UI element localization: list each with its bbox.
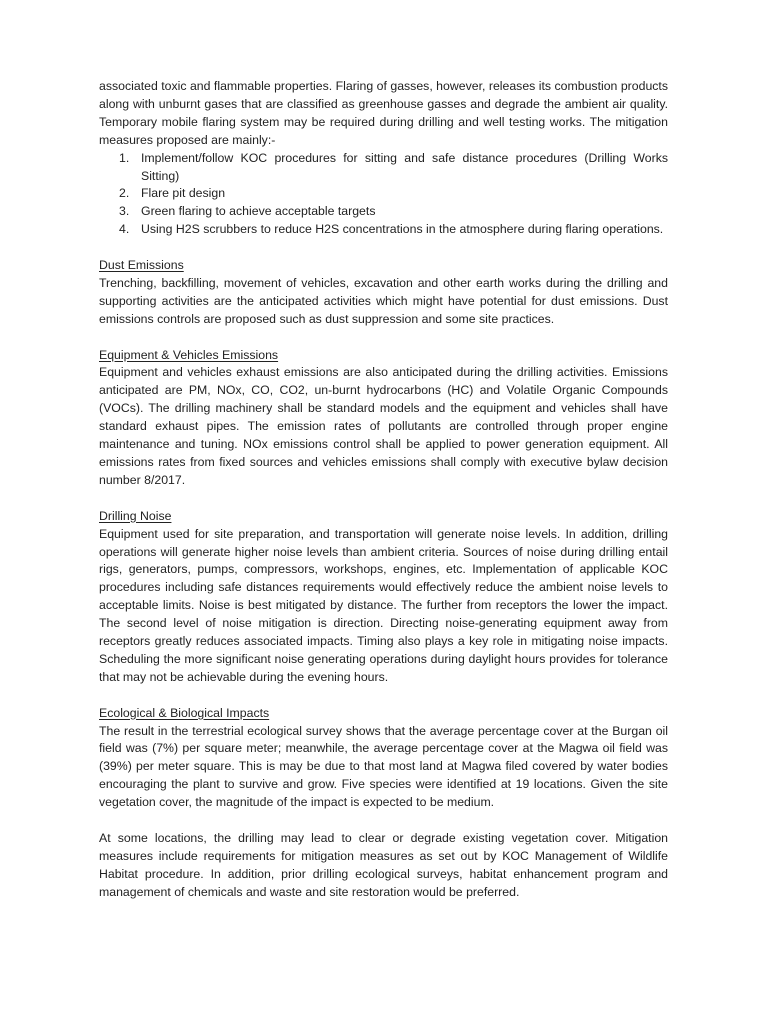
dust-emissions-section <box>99 257 668 329</box>
section-heading: Dust Emissions <box>99 258 184 273</box>
list-item-text: Using H2S scrubbers to reduce H2S concentrations in the atmosphere during flaring operations. <box>141 222 664 237</box>
list-item <box>119 221 668 239</box>
list-item <box>119 203 668 221</box>
section-body: Trenching, backfilling, movement of vehicles, excavation and other earth works during the drilling and supporting activities are the anticipated activities which might have potential for dust emissions. Dust emissions controls are proposed such as dust suppression and some site practices. <box>99 275 668 326</box>
section-body: Equipment used for site preparation, and transportation will generate noise levels. In addition, drilling operations will generate higher noise levels than ambient criteria. Sources of noise during drilling entail rigs, generators, pumps, compressors, workshops, engines, etc. Implementation of applicable KOC procedures including safe distances requirements would effectively reduce the ambient noise levels to acceptable limits. Noise is best mitigated by distance. The further from receptors the lower the impact. The second level of noise mitigation is direction. Directing noise-generating equipment away from receptors greatly reduces associated impacts. Timing also plays a key role in mitigating noise impacts. Scheduling the more significant noise generating operations during daylight hours provides for tolerance that may not be achievable during the evening hours. <box>99 526 668 684</box>
intro-paragraph: associated toxic and flammable properties. Flaring of gasses, however, releases its combustion products along with unburnt gases that are classified as greenhouse gasses and degrade the ambient air quality. Temporary mobile flaring system may be required during drilling and well testing works. The mitigation measures proposed are mainly:- <box>99 79 668 147</box>
section-body: The result in the terrestrial ecological survey shows that the average percentage cover at the Burgan oil field was (7%) per square meter; meanwhile, the average percentage cover at the Magwa oil field was (39%) per meter square. This is may be due to that most land at Magwa filed covered by water bodies encouraging the plant to survive and grow. Five species were identified at 19 locations. Given the site vegetation cover, the magnitude of the impact is expected to be medium. <box>99 723 668 810</box>
document-page <box>99 78 668 902</box>
ecological-biological-impacts-section <box>99 705 668 902</box>
section-heading: Equipment & Vehicles Emissions <box>99 347 279 362</box>
list-item-number: 3. <box>119 204 130 219</box>
drilling-noise-section <box>99 508 668 687</box>
list-item-number: 1. <box>119 150 130 165</box>
list-item-number: 2. <box>119 186 130 201</box>
mitigation-measures-list <box>99 150 668 240</box>
section-heading: Ecological & Biological Impacts <box>99 705 270 720</box>
section-body-second-paragraph: At some locations, the drilling may lead to clear or degrade existing vegetation cover. Mitigation measures include requirements for mitigation measures as set out by KOC Management of Wildlife Habitat procedure. In addition, prior drilling ecological surveys, habitat enhancement program and management of chemicals and waste and site restoration would be preferred. <box>99 830 668 899</box>
list-item-text: Green flaring to achieve acceptable targets <box>141 204 376 219</box>
list-item-text: Flare pit design <box>141 186 226 201</box>
section-body: Equipment and vehicles exhaust emissions are also anticipated during the drilling activities. Emissions anticipated are PM, NOx, CO, CO2, un-burnt hydrocarbons (HC) and Volatile Organic Compounds (VOCs). The drilling machinery shall be standard models and the equipment and vehicles shall have standard exhaust pipes. The emission rates of pollutants are controlled through proper engine maintenance and tuning. NOx emissions control shall be applied to power generation equipment. All emissions rates from fixed sources and vehicles emissions shall comply with executive bylaw decision number 8/2017. <box>99 365 668 487</box>
list-item-text: Implement/follow KOC procedures for sitting and safe distance procedures (Drilling Works Sitting) <box>141 150 668 183</box>
list-item <box>119 185 668 203</box>
list-item <box>119 150 668 186</box>
section-heading: Drilling Noise <box>99 508 172 523</box>
equipment-vehicles-emissions-section <box>99 347 668 490</box>
list-item-number: 4. <box>119 222 130 237</box>
paragraph-spacer <box>99 812 668 830</box>
